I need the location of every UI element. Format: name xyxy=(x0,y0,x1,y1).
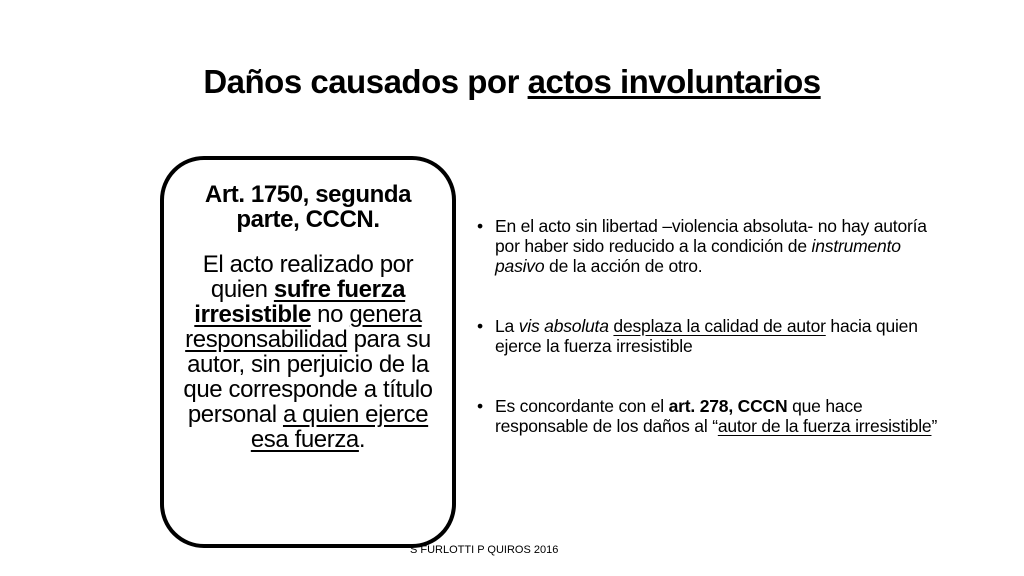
bullet-2-text-3: hacia quien ejerce la fuerza irresistible xyxy=(495,316,918,356)
bullet-3-text-2: que hace responsable de los daños al “ xyxy=(495,396,863,436)
bullet-3-text-3: ” xyxy=(931,416,938,436)
bullet-3-text-1: Es concordante con el xyxy=(495,396,669,416)
article-text-2: no xyxy=(310,301,350,328)
bullet-list xyxy=(475,216,945,436)
article-body xyxy=(174,252,442,452)
bullet-3-bold: art. 278, CCCN xyxy=(668,396,788,416)
article-text-4: . xyxy=(358,426,366,453)
slide-title xyxy=(0,62,1024,102)
bullet-1-text-2: de la acción de otro. xyxy=(544,256,703,276)
bullet-item xyxy=(475,316,945,356)
bullet-2-italic: vis absoluta xyxy=(518,316,609,336)
bullet-1-italic: instrumento pasivo xyxy=(495,236,901,276)
slide-title-underlined: actos involuntarios xyxy=(527,63,821,100)
article-box xyxy=(160,156,456,548)
bullet-3-underlined: autor de la fuerza irresistible xyxy=(717,416,932,436)
slide-footer: S FURLOTTI P QUIROS 2016 xyxy=(410,544,559,556)
bullet-2-underlined: desplaza la calidad de autor xyxy=(613,316,826,336)
article-heading: Art. 1750, segunda parte, CCCN. xyxy=(204,181,412,233)
bullet-1-text-1: En el acto sin libertad –violencia absoluta- no hay autoría por haber sido reducido a la condición de xyxy=(495,216,927,256)
bullet-item xyxy=(475,396,945,436)
bullet-2-text-1: La xyxy=(495,316,519,336)
article-text-1: El acto realizado por quien xyxy=(202,251,414,303)
article-underlined-3: a quien ejerce esa fuerza xyxy=(250,401,429,453)
bullet-item xyxy=(475,216,945,276)
article-text-3: para su autor, sin perjuicio de la que corresponde a título personal xyxy=(183,326,433,428)
article-underlined-1: sufre fuerza irresistible xyxy=(194,276,406,328)
article-underlined-2: genera responsabilidad xyxy=(185,301,422,353)
slide-title-plain: Daños causados por xyxy=(203,63,528,100)
